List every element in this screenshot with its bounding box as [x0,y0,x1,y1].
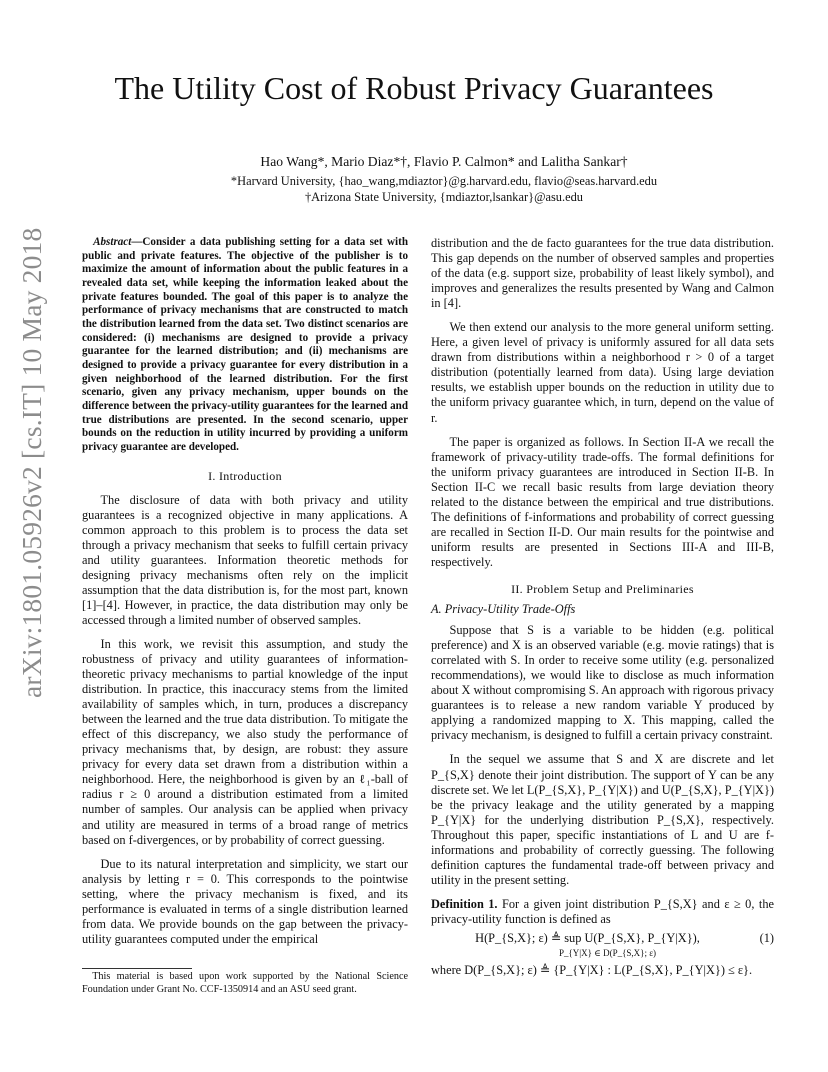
intro-paragraph-1: The disclosure of data with both privacy and utility guarantees is a recognized objective in many applications. A common approach to this problem is to process the data set through a privacy mechanism that seeks to fulfill certain privacy and utility guarantees. Information theoretic methods for designing privacy mechanisms often rely on the implicit assumption that the data distribution is, for the most part, known [1]–[4]. However, in practice, the data distribution may only be accessed through a limited number of observed samples. [82,492,408,627]
right-paragraph-2: We then extend our analysis to the more general uniform setting. Here, a given level of privacy is uniformly assured for all data sets drawn from distributions within a neighborhood r > 0 of a target distribution (potentially learned from data). Using large deviation results, we establish upper bounds on the reduction in utility due to the uniform privacy guarantee which, in turn, depend on the value of r. [431,320,774,425]
affiliation-asu: †Arizona State University, {mdiaztor,lsankar}@asu.edu [304,190,583,204]
right-column [431,236,774,978]
definition-label: Definition 1. [431,896,498,911]
where-clause: where D(P_{S,X}; ε) ≜ {P_{Y|X} : L(P_{S,X}, P_{Y|X}) ≤ ε}. [431,963,753,978]
right-paragraph-1: distribution and the de facto guarantees for the true data distribution. This gap depends on the number of observed samples and properties of the data (e.g. support size, probability of least likely symbol), and improves and generalizes the results presented by Wang and Calmon in [4]. [431,236,774,311]
footnote-rule [82,968,192,969]
equation-body [431,931,744,961]
equation-subscript: P_{Y|X} ∈ D(P_{S,X}; ε) [558,948,657,959]
equation-main: H(P_{S,X}; ε) ≜ sup U(P_{S,X}, P_{Y|X}), [475,930,700,945]
paper-title: The Utility Cost of Robust Privacy Guarantees [114,70,714,106]
subsection-heading-tradeoffs: A. Privacy-Utility Trade-Offs [431,602,576,617]
author-list: Hao Wang*, Mario Diaz*†, Flavio P. Calmon* and Lalitha Sankar† [260,154,628,169]
right-paragraph-4: Suppose that S is a variable to be hidden (e.g. political preference) and X is an observed variable (e.g. movie ratings) that is correlated with S. In order to receive some utility (e.g. personalized recommendations), we would like to disclose as much information about X without compromising S. An approach with rigorous privacy guarantees is to release a new random variable Y produced by applying a randomized mapping to X. This mapping, called the privacy mechanism, is designed to fulfill a certain privacy constraint. [431,623,774,743]
definition-text: For a given joint distribution P_{S,X} and ε ≥ 0, the privacy-utility function is defined as [431,896,774,926]
abstract-text: —Consider a data publishing setting for a data set with public and private features. The objective of the publisher is to maximize the amount of information about the public features in a revealed data set, while keeping the information leaked about the private features bounded. The goal of this paper is to analyze the performance of privacy mechanisms that are constructed to match the distribution learned from the data set. Two distinct scenarios are considered: (i) mechanisms are designed to provide a privacy guarantee for the learned distribution; and (ii) mechanisms are designed to provide a privacy guarantee for every distribution in a given neighborhood of the learned distribution. For the first scenario, given any privacy mechanism, upper bounds on the difference between the privacy-utility guarantees for the learned and true distributions are presented. In the second scenario, upper bounds on the reduction in utility incurred by providing a uniform privacy guarantee are developed. [82,236,408,453]
intro-paragraph-2: In this work, we revisit this assumption, and study the robustness of privacy and utility guarantees of information-theoretic privacy mechanisms to partial knowledge of the input distribution. In practice, this inaccuracy stems from the limited availability of samples which, in turn, produces a discrepancy between the learned and the true data distribution. To mitigate the effect of this discrepancy, we also study the performance of privacy mechanisms that, by design, are robust: they assure privacy for every data set drawn from a distribution within a neighborhood. Here, the neighborhood is given by an ℓ₁-ball of radius r ≥ 0 around a distribution estimated from a limited number of samples. Our analysis can be applied when privacy and utility are measured in terms of a broad range of metrics based on f-divergences, or by probability of correct guessing. [82,636,408,847]
definition-1 [431,897,774,927]
equation-1 [431,931,774,961]
footnote: This material is based upon work supported by the National Science Foundation under Grant No. CCF-1350914 and an ASU seed grant. [82,971,408,995]
abstract [82,236,408,455]
section-heading-problem-setup: II. Problem Setup and Preliminaries [511,581,694,596]
left-column [82,236,408,947]
abstract-label: Abstract [93,236,132,248]
affiliation-harvard: *Harvard University, {hao_wang,mdiaztor}@g.harvard.edu, flavio@seas.harvard.edu [230,174,658,188]
right-paragraph-5: In the sequel we assume that S and X are discrete and let P_{S,X} denote their joint distribution. The support of Y can be any discrete set. We let L(P_{S,X}, P_{Y|X}) and U(P_{S,X}, P_{Y|X}) be the privacy leakage and the utility generated by a mapping P_{Y|X} for the underlying distribution P_{S,X}, respectively. Throughout this paper, specific instantiations of L and U are f-informations and probability of correctly guessing. The following definition captures the fundamental trade-off between privacy and utility in the present setting. [431,752,774,887]
equation-number: (1) [759,930,774,945]
section-heading-introduction: I. Introduction [208,468,282,483]
arxiv-stamp [16,227,47,698]
arxiv-stamp-text[interactable]: arXiv:1801.05926v2 [cs.IT] 10 May 2018 [16,227,47,698]
right-paragraph-3: The paper is organized as follows. In Section II-A we recall the framework of privacy-utility trade-offs. The formal definitions for the uniform privacy guarantees are introduced in Section II-B. In Section II-C we recall basic results from large deviation theory related to the distance between the empirical and true distributions. The definitions of f-informations and probability of correct guessing are recalled in Section II-D. Our main results for the pointwise and uniform results are presented in Sections III-A and III-B, respectively. [431,434,774,569]
intro-paragraph-3: Due to its natural interpretation and simplicity, we start our analysis by letting r = 0. This corresponds to the pointwise setting, where the privacy mechanism is fixed, and its performance is evaluated in terms of a single distribution learned from data. We provide bounds on the gap between the privacy-utility guarantees computed under the empirical [82,856,408,946]
